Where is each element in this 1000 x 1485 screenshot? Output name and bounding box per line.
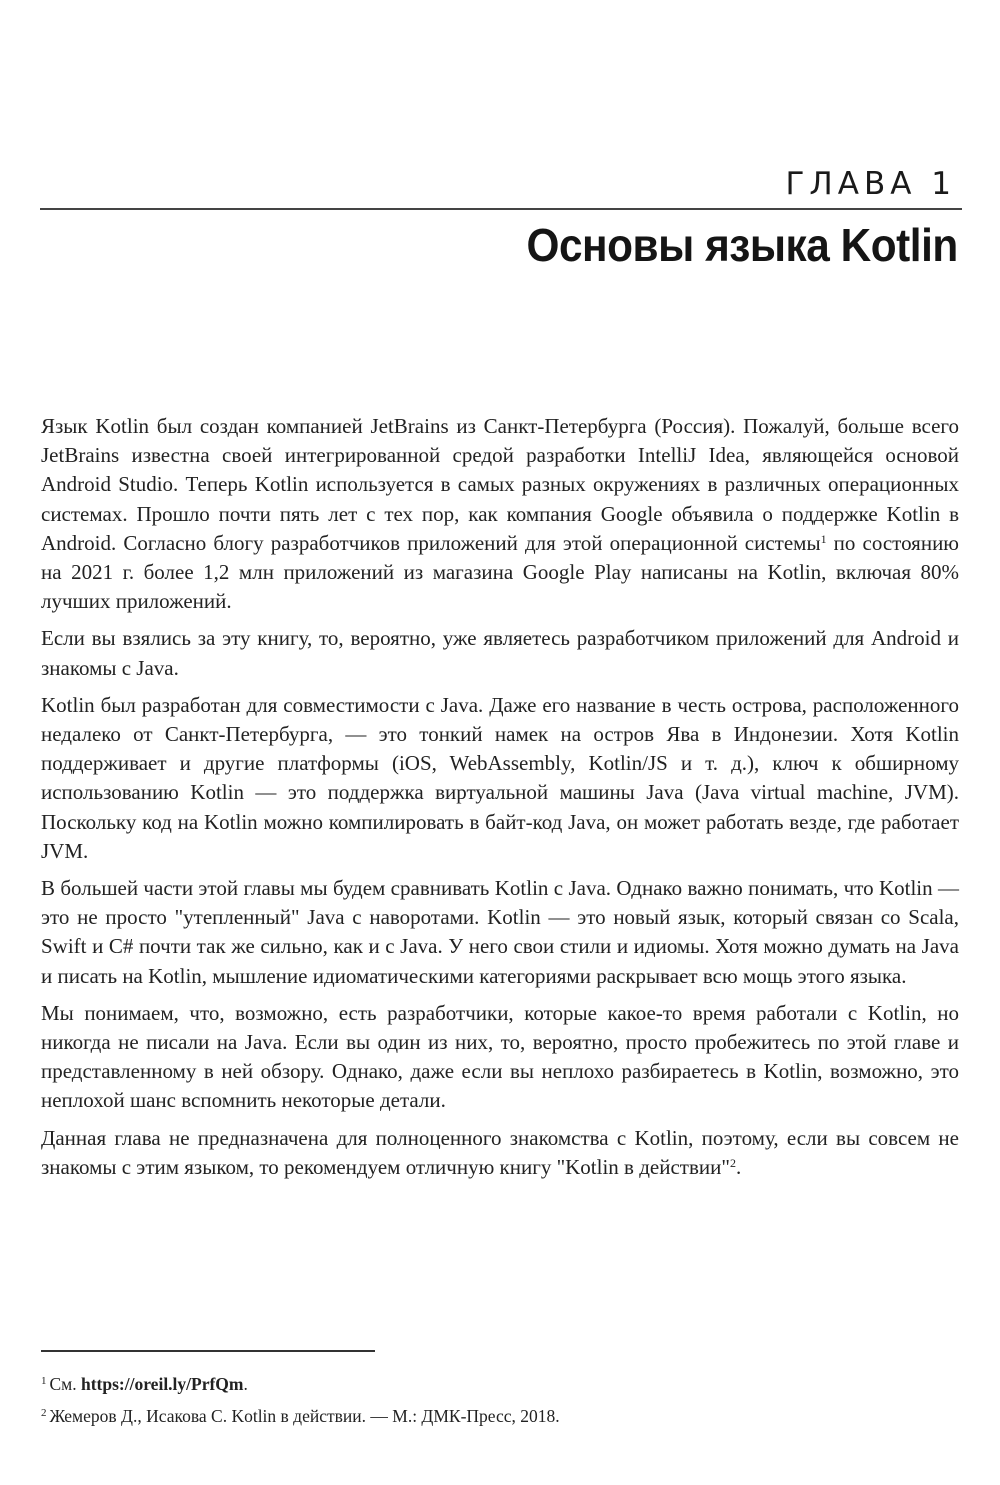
footnote-link[interactable]: https://oreil.ly/PrfQm — [81, 1374, 244, 1394]
paragraph-text: Язык Kotlin был создан компанией JetBrains из Санкт-Петербурга (Россия). Пожалуй, больше всего JetBrains известна своей интегрированной средой разработки IntelliJ Idea, являющейся основой Android Studio. Теперь Kotlin используется в самых разных окружениях в различных операционных системах. Прошло почти пять лет с тех пор, как компания Google объявила о поддержке Kotlin в Android. Согласно блогу разработчиков приложений для этой операционной системы — [41, 414, 959, 555]
paragraph-2: Если вы взялись за эту книгу, то, вероятно, уже являетесь разработчиком приложений для Android и знакомы с Java. — [41, 626, 959, 680]
footnote-ref-1[interactable]: 1 — [820, 531, 827, 546]
paragraph-text: по состоянию на 2021 г. более 1,2 млн приложений из магазина Google Play написаны на Kotlin, включая 80% лучших приложений. — [41, 530, 959, 614]
paragraph-text: . — [735, 1154, 742, 1179]
footnote-1 — [41, 1368, 959, 1400]
chapter-label: ГЛАВА 1 — [785, 166, 956, 202]
chapter-title: Основы языка Kotlin — [526, 219, 958, 271]
footnote-text: . — [243, 1374, 248, 1394]
chapter-divider — [40, 208, 962, 210]
footnote-number: 1 — [41, 1375, 47, 1387]
footnote-2 — [41, 1400, 959, 1432]
paragraph-4: В большей части этой главы мы будем сравнивать Kotlin с Java. Однако важно понимать, что Kotlin — это не просто "утепленный" Java с наворотами. Kotlin — это новый язык, который связан со Scala, Swift и C# почти так же сильно, как и с Java. У него свои стили и идиомы. Хотя можно думать на Java и писать на Kotlin, мышление идиоматическими категориями раскрывает всю мощь этого языка. — [41, 876, 959, 988]
chapter-body — [41, 412, 959, 1190]
footnote-ref-2[interactable]: 2 — [729, 1155, 736, 1170]
footnote-text: Жемеров Д., Исакова С. Kotlin в действии. — М.: ДМК-Пресс, 2018. — [49, 1406, 560, 1426]
paragraph-5: Мы понимаем, что, возможно, есть разработчики, которые какое-то время работали с Kotlin, но никогда не писали на Java. Если вы один из них, то, вероятно, просто пробежитесь по этой главе и представленному в ней обзору. Однако, даже если вы неплохо разбираетесь в Kotlin, возможно, это неплохой шанс вспомнить некоторые детали. — [41, 1000, 959, 1113]
footnotes — [41, 1368, 959, 1432]
paragraph-6 — [41, 1124, 959, 1182]
paragraph-1 — [41, 412, 959, 616]
footnote-number: 2 — [41, 1407, 47, 1419]
footnote-divider — [41, 1350, 375, 1352]
footnote-text: См. — [49, 1374, 81, 1394]
paragraph-3: Kotlin был разработан для совместимости с Java. Даже его название в честь острова, расположенного недалеко от Санкт-Петербурга, — это тонкий намек на остров Ява в Индонезии. Хотя Kotlin поддерживает и другие платформы (iOS, WebAssembly, Kotlin/JS и т. д.), ключ к обширному использованию Kotlin — это поддержка виртуальной машины Java (Java virtual machine, JVM). Поскольку код на Kotlin можно компилировать в байт-код Java, он может работать везде, где работает JVM. — [41, 692, 959, 863]
paragraph-text: Данная глава не предназначена для полноценного знакомства с Kotlin, поэтому, если вы совсем не знакомы с этим языком, то рекомендуем отличную книгу "Kotlin в действии" — [41, 1125, 959, 1179]
